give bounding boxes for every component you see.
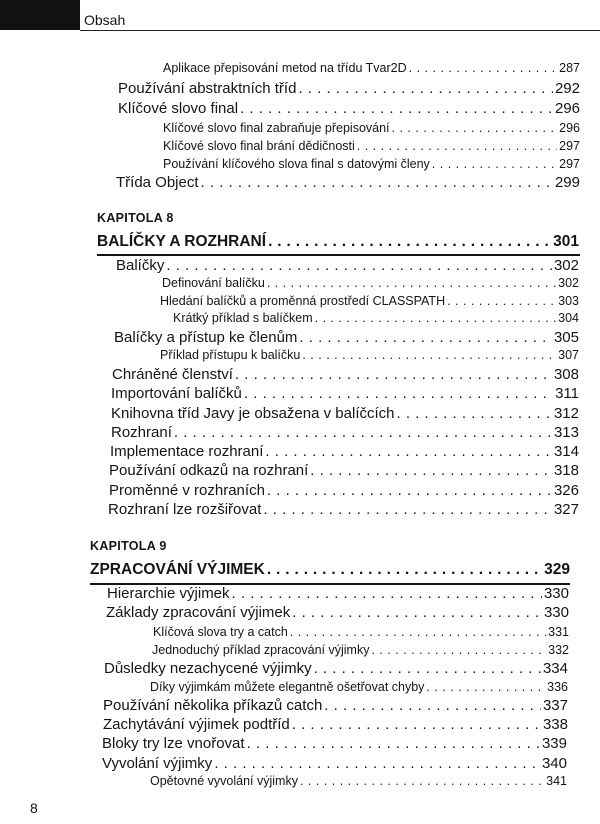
chapter-label: KAPITOLA 8 (97, 211, 174, 225)
dot-leader (324, 697, 541, 714)
toc-entry-title: Rozhraní (111, 424, 172, 441)
dot-leader (201, 174, 553, 191)
toc-entry-title: Třída Object (116, 174, 199, 191)
toc-entry (114, 329, 579, 346)
toc-entry-title: Klíčová slova try a catch (153, 625, 288, 639)
toc-entry (160, 294, 579, 308)
toc-entry-title: Klíčové slovo final brání dědičnosti (163, 139, 355, 153)
toc-entry (153, 625, 569, 639)
toc-entry (118, 100, 580, 117)
dot-leader (298, 80, 553, 97)
toc-entry-page: 314 (553, 443, 579, 460)
toc-entry (118, 80, 580, 97)
toc-entry-page: 334 (542, 660, 568, 677)
dot-leader (299, 329, 552, 346)
toc-entry-page: 307 (558, 348, 579, 362)
toc-entry (150, 680, 568, 694)
toc-entry-title: Knihovna tříd Javy je obsažena v balíčcích (111, 405, 395, 422)
dot-leader (392, 121, 558, 135)
toc-entry-title: Opětovné vyvolání výjimky (150, 774, 298, 788)
toc-entry-title: Krátký příklad s balíčkem (173, 311, 313, 325)
toc-entry (108, 501, 579, 518)
dot-leader (235, 366, 552, 383)
toc-entry (102, 755, 567, 772)
toc-entry (106, 604, 569, 621)
toc-entry-title: Jednoduchý příklad zpracování výjimky (152, 643, 370, 657)
toc-entry (162, 276, 579, 290)
toc-entry-title: Proměnné v rozhraních (109, 482, 265, 499)
toc-entry-page: 312 (553, 405, 579, 422)
dot-leader (265, 443, 552, 460)
toc-entry-page: 304 (558, 311, 579, 325)
chapter-label: KAPITOLA 9 (90, 539, 167, 553)
toc-entry-page: 287 (559, 61, 580, 75)
toc-entry-page: 338 (542, 716, 568, 733)
toc-entry (163, 157, 580, 171)
toc-entry-title: Zachytávání výjimek podtříd (103, 716, 290, 733)
dot-leader (267, 561, 542, 579)
toc-entry-title: Používání několika příkazů catch (103, 697, 323, 714)
toc-entry-title: Definování balíčku (162, 276, 265, 290)
toc-entry-page: 296 (554, 100, 580, 117)
toc-entry-title: Balíčky (116, 257, 165, 274)
dot-leader (371, 643, 546, 657)
toc-entry-page: 340 (541, 755, 567, 772)
toc-entry-title: Vyvolání výjimky (102, 755, 213, 772)
toc-entry-title: Klíčové slovo final (118, 100, 239, 117)
toc-entry-title: Bloky try lze vnořovat (102, 735, 245, 752)
toc-entry-page: 330 (543, 585, 569, 602)
toc-entry-title: Základy zpracování výjimek (106, 604, 291, 621)
dot-leader (166, 257, 552, 274)
toc-entry-page: 337 (542, 697, 568, 714)
chapter-rule (97, 254, 580, 256)
toc-entry (107, 585, 569, 602)
toc-entry (150, 774, 567, 788)
dot-leader (292, 604, 542, 621)
dot-leader (302, 348, 556, 362)
toc-entry (173, 311, 579, 325)
toc-entry-title: Hierarchie výjimek (107, 585, 230, 602)
dot-leader (300, 774, 544, 788)
toc-entry-title: Příklad přístupu k balíčku (160, 348, 301, 362)
toc-entry (109, 482, 579, 499)
toc-entry-title: Implementace rozhraní (110, 443, 264, 460)
toc-entry-page: 297 (559, 157, 580, 171)
dot-leader (267, 482, 552, 499)
toc-entry (152, 643, 569, 657)
dot-leader (314, 660, 541, 677)
chapter-heading-page: 301 (553, 233, 579, 250)
dot-leader (268, 233, 551, 251)
toc-entry-page: 311 (555, 385, 579, 402)
chapter-heading-title: ZPRACOVÁNÍ VÝJIMEK (90, 561, 265, 578)
chapter-heading-page: 329 (544, 561, 570, 578)
dot-leader (357, 139, 557, 153)
toc-entry-page: 331 (548, 625, 569, 639)
toc-entry-title: Používání abstraktních tříd (118, 80, 297, 97)
toc-entry (102, 735, 567, 752)
toc-entry-title: Důsledky nezachycené výjimky (104, 660, 312, 677)
toc-entry (103, 697, 568, 714)
dot-leader (232, 585, 542, 602)
dot-leader (447, 294, 556, 308)
running-header-title: Obsah (84, 12, 126, 28)
toc-entry (163, 61, 580, 75)
toc-entry (160, 348, 579, 362)
chapter-heading-title: BALÍČKY A ROZHRANÍ (97, 233, 267, 250)
dot-leader (397, 405, 552, 422)
toc-entry-page: 332 (548, 643, 569, 657)
toc-entry-page: 302 (558, 276, 579, 290)
toc-entry (110, 443, 579, 460)
toc-entry-page: 326 (553, 482, 579, 499)
dot-leader (267, 276, 556, 290)
toc-entry (163, 139, 580, 153)
toc-entry-page: 308 (553, 366, 579, 383)
toc-entry-title: Aplikace přepisování metod na třídu Tvar2D (163, 61, 407, 75)
toc-entry-page: 341 (546, 774, 567, 788)
toc-entry-page: 330 (543, 604, 569, 621)
dot-leader (292, 716, 541, 733)
toc-entry-page: 336 (547, 680, 568, 694)
toc-entry-title: Díky výjimkám můžete elegantně ošetřovat chyby (150, 680, 425, 694)
toc-entry (111, 424, 579, 441)
dot-leader (290, 625, 546, 639)
toc-entry-page: 292 (554, 80, 580, 97)
chapter-heading (97, 233, 579, 251)
toc-entry (111, 405, 579, 422)
toc-entry (109, 462, 579, 479)
toc-entry-page: 318 (553, 462, 579, 479)
toc-entry (163, 121, 580, 135)
dot-leader (432, 157, 557, 171)
toc-entry-title: Používání klíčového slova final s datovými členy (163, 157, 430, 171)
toc-entry (112, 366, 579, 383)
dot-leader (409, 61, 557, 75)
toc-entry-title: Chráněné členství (112, 366, 233, 383)
page-number: 8 (30, 800, 38, 816)
toc-entry-title: Importování balíčků (111, 385, 242, 402)
toc-entry-page: 297 (559, 139, 580, 153)
toc-entry (116, 174, 580, 191)
toc-entry-page: 339 (541, 735, 567, 752)
toc-entry-page: 303 (558, 294, 579, 308)
toc-entry-title: Používání odkazů na rozhraní (109, 462, 309, 479)
toc-entry-page: 305 (553, 329, 579, 346)
dot-leader (426, 680, 545, 694)
toc-entry (116, 257, 579, 274)
dot-leader (244, 385, 553, 402)
toc-entry-title: Balíčky a přístup ke členům (114, 329, 298, 346)
toc-entry-title: Hledání balíčků a proměnná prostředí CLASSPATH (160, 294, 446, 308)
dot-leader (310, 462, 552, 479)
chapter-heading (90, 561, 570, 579)
dot-leader (247, 735, 540, 752)
toc-entry-title: Klíčové slovo final zabraňuje přepisování (163, 121, 390, 135)
toc-entry-page: 313 (553, 424, 579, 441)
dot-leader (214, 755, 540, 772)
toc-entry (103, 716, 568, 733)
toc-entry (104, 660, 568, 677)
toc-entry-title: Rozhraní lze rozšiřovat (108, 501, 262, 518)
dot-leader (174, 424, 552, 441)
toc-entry-page: 296 (559, 121, 580, 135)
toc-entry-page: 302 (553, 257, 579, 274)
toc-entry (111, 385, 579, 402)
dot-leader (315, 311, 557, 325)
toc-entry-page: 327 (553, 501, 579, 518)
dot-leader (263, 501, 552, 518)
toc-entry-page: 299 (554, 174, 580, 191)
dot-leader (240, 100, 553, 117)
